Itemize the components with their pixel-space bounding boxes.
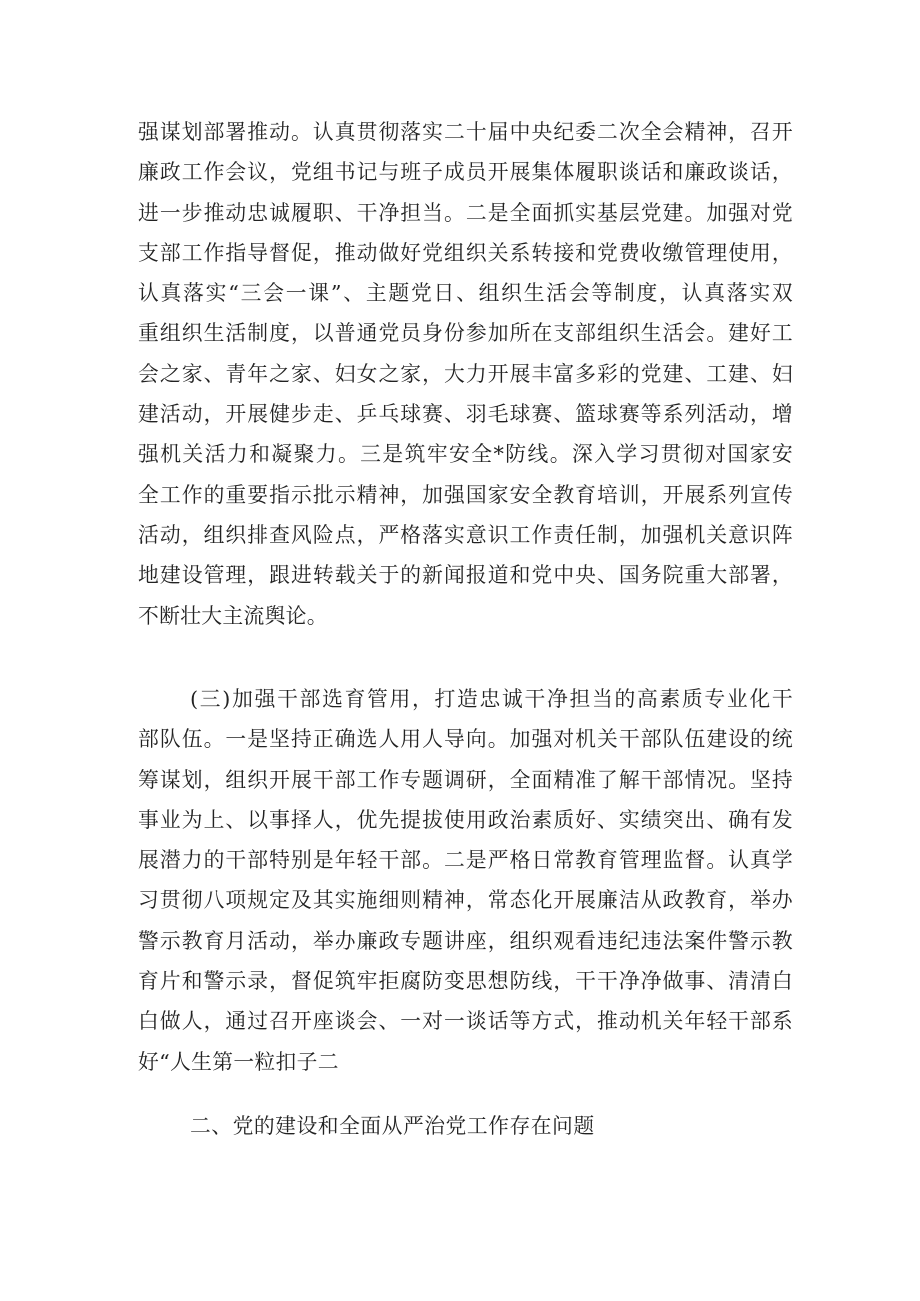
paragraph-party-building: [138, 112, 793, 636]
text-line: 支部工作指导督促，推动做好党组织关系转接和党费收缴管理使用，: [138, 240, 793, 265]
text-line: 事业为上、以事择人，优先提拔使用政治素质好、实绩突出、确有发: [138, 807, 793, 832]
text-line: 进一步推动忠诚履职、干净担当。二是全面抓实基层党建。加强对党: [138, 200, 793, 225]
text-line: 习贯彻八项规定及其实施细则精神，常态化开展廉洁从政教育，举办: [138, 888, 793, 913]
text-line: 会之家、青年之家、妇女之家，大力开展丰富多彩的党建、工建、妇: [138, 361, 793, 386]
text-line: 全工作的重要指示批示精神，加强国家安全教育培训，开展系列宣传: [138, 482, 793, 507]
text-line: 育片和警示录，督促筑牢拒腐防变思想防线，干干净净做事、清清白: [138, 969, 793, 994]
text-line: 不断壮大主流舆论。: [138, 603, 328, 628]
text-line: 认真落实“三会一课”、主题党日、组织生活会等制度，认真落实双: [138, 281, 793, 306]
text-line: 建活动，开展健步走、乒乓球赛、羽毛球赛、篮球赛等系列活动，增: [138, 402, 793, 427]
text-line: 部队伍。一是坚持正确选人用人导向。加强对机关干部队伍建设的统: [138, 727, 793, 752]
text-line: 好“人生第一粒扣子二: [138, 1049, 339, 1074]
text-line: 强机关活力和凝聚力。三是筑牢安全*防线。深入学习贯彻对国家安: [138, 442, 793, 467]
text-line: 地建设管理，跟进转载关于的新闻报道和党中央、国务院重大部署，: [138, 563, 793, 588]
section-heading: 二、党的建设和全面从严治党工作存在问题: [190, 1114, 595, 1138]
text-line: 廉政工作会议，党组书记与班子成员开展集体履职谈话和廉政谈话，: [138, 160, 793, 185]
text-line: 重组织生活制度，以普通党员身份参加所在支部组织生活会。建好工: [138, 321, 793, 346]
text-line: 强谋划部署推动。认真贯彻落实二十届中央纪委二次全会精神，召开: [138, 120, 793, 144]
text-line: 筹谋划，组织开展干部工作专题调研，全面精准了解干部情况。坚持: [138, 767, 793, 792]
paragraph-cadre-management: [138, 679, 793, 1082]
text-line: 活动，组织排查风险点，严格落实意识工作责任制，加强机关意识阵: [138, 522, 793, 547]
text-line: (三)加强干部选育管用，打造忠诚干净担当的高素质专业化干: [190, 687, 793, 711]
text-line: 警示教育月活动，举办廉政专题讲座，组织观看违纪违法案件警示教: [138, 928, 793, 953]
text-line: 展潜力的干部特别是年轻干部。二是严格日常教育管理监督。认真学: [138, 848, 793, 873]
text-line: 白做人，通过召开座谈会、一对一谈话等方式，推动机关年轻干部系: [138, 1009, 793, 1034]
